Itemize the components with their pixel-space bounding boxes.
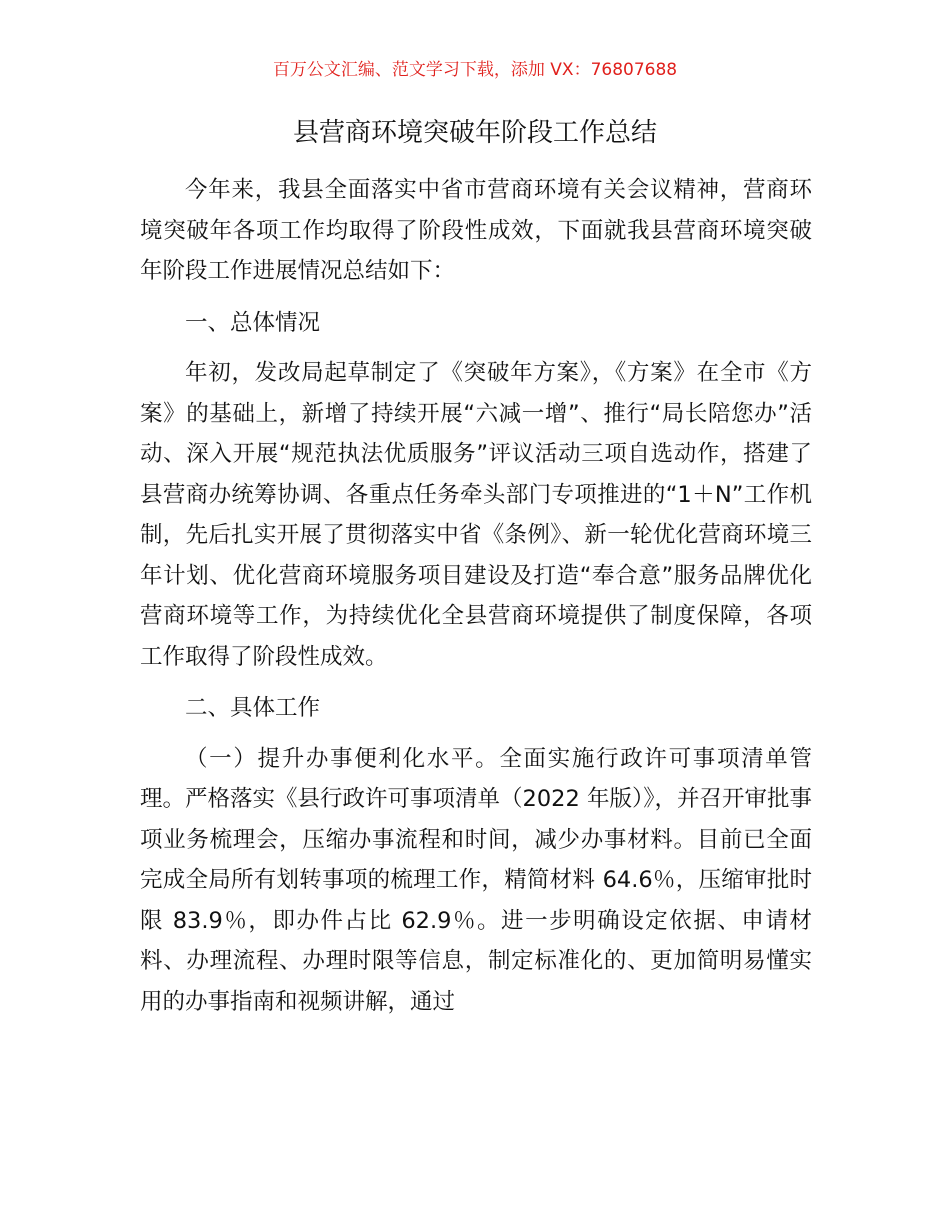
section-heading-overview: 一、总体情况	[185, 309, 321, 336]
document-title: 县营商环境突破年阶段工作总结	[292, 118, 657, 148]
header-ad-text: 百万公文汇编、范文学习下载，添加 VX：76807688	[272, 60, 678, 80]
section-heading-specific-work: 二、具体工作	[185, 695, 321, 721]
specific-work-paragraph: （一）提升办事便利化水平。全面实施行政许可事项清单管理。严格落实《县行政许可事项清单（2022 年版）》，并召开审批事项业务梳理会，压缩办事流程和时间，减少办事材料。目前已全面完成全局所有划转事项的梳理工作，精简材料 64.6％，压缩审批时限 83.9％，即办件占比 62.9％。进一步明确设定依据、申请材料、办理流程、办理时限等信息，制定标准化的、更加简明易懂实用的办事指南和视频讲解，通过	[140, 745, 812, 1015]
document-body	[140, 170, 812, 1022]
overview-paragraph: 年初，发改局起草制定了《突破年方案》，《方案》在全市《方案》的基础上，新增了持续开展“六减一增”、推行“局长陪您办”活动、深入开展“规范执法优质服务”评议活动三项自选动作，搭建了县营商办统筹协调、各重点任务牵头部门专项推进的“1＋N”工作机制，先后扎实开展了贯彻落实中省《条例》、新一轮优化营商环境三年计划、优化营商环境服务项目建设及打造“奉合意”服务品牌优化营商环境等工作，为持续优化全县营商环境提供了制度保障，各项工作取得了阶段性成效。	[140, 360, 812, 670]
intro-paragraph: 今年来，我县全面落实中省市营商环境有关会议精神，营商环境突破年各项工作均取得了阶段性成效，下面就我县营商环境突破年阶段工作进展情况总结如下：	[140, 177, 812, 284]
